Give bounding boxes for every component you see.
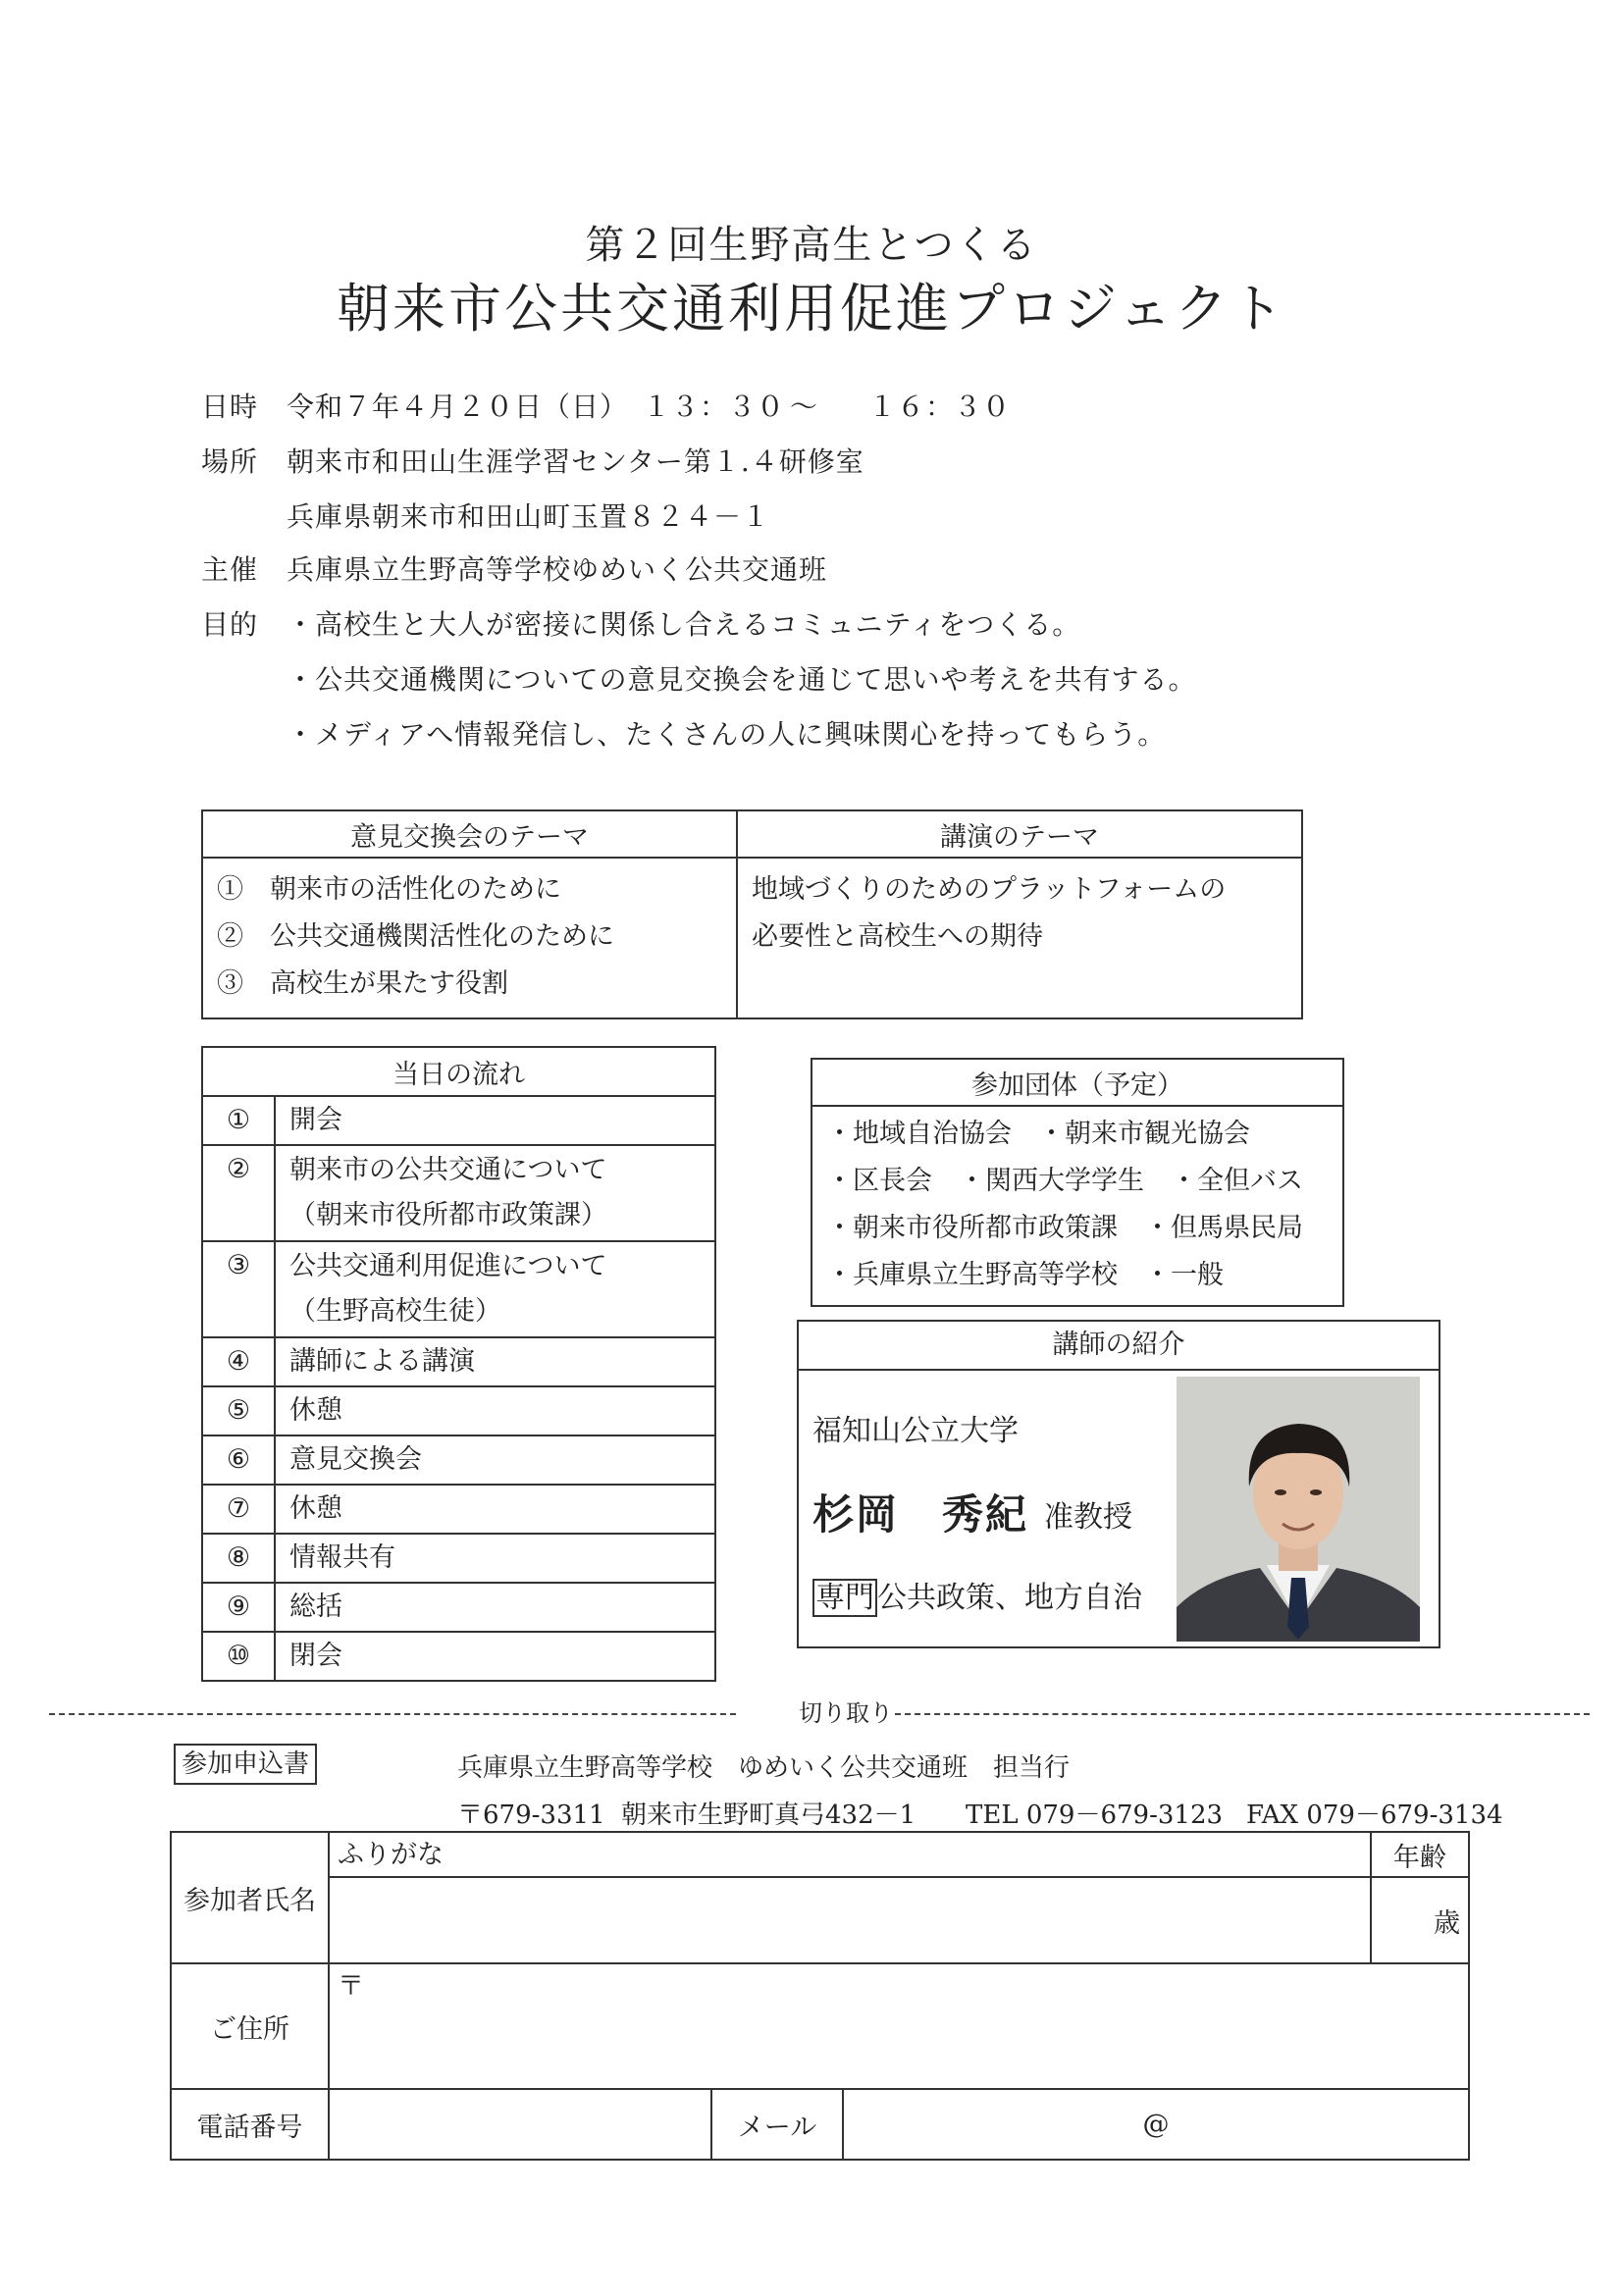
- schedule-num: ⑥: [202, 1435, 275, 1485]
- schedule-row: [202, 1337, 715, 1386]
- schedule-item: 開会: [275, 1096, 715, 1145]
- lecture-theme-line: 必要性と高校生への期待: [752, 921, 1043, 952]
- specialty-tag: 専門: [812, 1579, 877, 1617]
- schedule-item-line1: 朝来市の公共交通について: [289, 1155, 607, 1185]
- schedule-item: 講師による講演: [275, 1337, 715, 1386]
- schedule-table: [201, 1046, 716, 1682]
- date-label: 日時: [201, 391, 259, 423]
- form-zip: 〒679-3311: [457, 1800, 605, 1830]
- lecturer-header: 講師の紹介: [799, 1322, 1439, 1371]
- schedule-num: ③: [202, 1241, 275, 1337]
- purpose-item: ・メディアへ情報発信し、たくさんの人に興味関心を持ってもらう。: [287, 718, 1167, 751]
- schedule-row: [202, 1386, 715, 1435]
- furigana-field[interactable]: [329, 1832, 1371, 1877]
- lecture-theme-text: [737, 858, 1302, 1018]
- schedule-item: [275, 1241, 715, 1337]
- age-field[interactable]: [1371, 1877, 1469, 1963]
- name-field[interactable]: [329, 1877, 1371, 1963]
- email-field[interactable]: [843, 2089, 1469, 2160]
- schedule-item: 情報共有: [275, 1534, 715, 1583]
- schedule-num: ④: [202, 1337, 275, 1386]
- purpose-row-3: [0, 713, 1623, 753]
- lecturer-specialty-row: [812, 1573, 1142, 1616]
- themes-table: [201, 809, 1303, 1019]
- schedule-num: ⑩: [202, 1632, 275, 1681]
- schedule-num: ⑤: [202, 1386, 275, 1435]
- phone-field[interactable]: [329, 2089, 711, 2160]
- place-line2: 兵庫県朝来市和田山町玉置８２４－１: [287, 500, 771, 533]
- schedule-row: [202, 1485, 715, 1534]
- place-row: [0, 441, 1623, 480]
- form-fax: FAX 079－679-3134: [1246, 1800, 1503, 1830]
- address-field[interactable]: [329, 1963, 1469, 2089]
- cut-label: 切り取り: [799, 1699, 893, 1727]
- place-line1: 朝来市和田山生涯学習センター第１.４研修室: [287, 445, 864, 478]
- age-unit: 歳: [1434, 1907, 1460, 1939]
- purpose-item: ・高校生と大人が密接に関係し合えるコミュニティをつくる。: [287, 608, 1081, 641]
- host-row: [0, 548, 1623, 588]
- participants-line: ・区長会 ・関西大学学生 ・全但バス: [826, 1166, 1303, 1196]
- at-mark: @: [1142, 2109, 1170, 2140]
- schedule-row: [202, 1096, 715, 1145]
- time-end: １６：３０: [868, 391, 1012, 423]
- schedule-item: [275, 1145, 715, 1241]
- time-separator: ～: [790, 391, 819, 423]
- lecturer-photo: [1177, 1377, 1420, 1642]
- dashed-line: [49, 1713, 736, 1715]
- schedule-num: ⑨: [202, 1583, 275, 1632]
- lecture-theme-line: 地域づくりのためのプラットフォームの: [752, 874, 1227, 905]
- purpose-row-2: [0, 658, 1623, 698]
- form-tel: TEL 079－679-3123: [966, 1800, 1224, 1830]
- purpose-label: 目的: [201, 608, 259, 641]
- participants-list: [812, 1106, 1343, 1306]
- lecturer-title: 准教授: [1044, 1500, 1132, 1535]
- schedule-item-line1: 公共交通利用促進について: [289, 1251, 607, 1281]
- discussion-theme-header: 意見交換会のテーマ: [202, 810, 737, 858]
- schedule-row: [202, 1145, 715, 1241]
- lecture-theme-header: 講演のテーマ: [737, 810, 1302, 858]
- date-row: [0, 386, 1623, 425]
- place-label: 場所: [201, 445, 259, 478]
- schedule-num: ⑦: [202, 1485, 275, 1534]
- schedule-num: ⑧: [202, 1534, 275, 1583]
- application-form: [170, 1831, 1470, 2161]
- participants-line: ・兵庫県立生野高等学校 ・一般: [826, 1260, 1224, 1290]
- schedule-item: 総括: [275, 1583, 715, 1632]
- discussion-theme-item: ③ 高校生が果たす役割: [217, 968, 508, 999]
- schedule-item: 閉会: [275, 1632, 715, 1681]
- discussion-theme-item: ① 朝来市の活性化のために: [217, 874, 561, 905]
- age-label: 年齢: [1371, 1832, 1469, 1877]
- schedule-row: [202, 1435, 715, 1485]
- phone-label: 電話番号: [171, 2089, 329, 2160]
- subtitle: 第２回生野高生とつくる: [585, 223, 1038, 268]
- schedule-row: [202, 1534, 715, 1583]
- schedule-header: 当日の流れ: [202, 1047, 715, 1096]
- discussion-theme-item: ② 公共交通機関活性化のために: [217, 921, 614, 952]
- lecturer-specialty: 公共政策、地方自治: [877, 1581, 1142, 1615]
- time-start: １３：３０: [643, 391, 786, 423]
- dashed-line: [895, 1713, 1590, 1715]
- participants-table: [811, 1058, 1344, 1307]
- participants-line: ・朝来市役所都市政策課 ・但馬県民局: [826, 1213, 1303, 1243]
- page-title: 朝来市公共交通利用促進プロジェクト: [337, 278, 1286, 339]
- date-value: 令和７年４月２０日（日）: [287, 391, 629, 423]
- participants-line: ・地域自治協会 ・朝来市観光協会: [826, 1119, 1250, 1149]
- schedule-item-line2: （生野高校生徒）: [289, 1296, 501, 1327]
- schedule-num: ②: [202, 1145, 275, 1241]
- schedule-row: [202, 1241, 715, 1337]
- application-form-heading: 参加申込書: [174, 1744, 317, 1785]
- purpose-row: [0, 603, 1623, 643]
- schedule-num: ①: [202, 1096, 275, 1145]
- schedule-row: [202, 1632, 715, 1681]
- schedule-item: 休憩: [275, 1386, 715, 1435]
- postal-mark: 〒: [338, 1971, 364, 2002]
- schedule-item-line2: （朝来市役所都市政策課）: [289, 1200, 607, 1230]
- cut-line: [49, 1694, 1590, 1733]
- lecturer-affiliation: 福知山公立大学: [812, 1414, 1019, 1448]
- purpose-item: ・公共交通機関についての意見交換会を通じて思いや考えを共有する。: [287, 663, 1197, 696]
- place-row-2: [0, 496, 1623, 535]
- schedule-item: 意見交換会: [275, 1435, 715, 1485]
- address-label: ご住所: [171, 1963, 329, 2089]
- schedule-row: [202, 1583, 715, 1632]
- furigana-label: ふりがな: [338, 1840, 444, 1870]
- participants-header: 参加団体（予定）: [812, 1059, 1343, 1106]
- form-address: 朝来市生野町真弓432－1: [621, 1800, 916, 1830]
- portrait-image: [1177, 1377, 1420, 1642]
- lecturer-name: 杉岡 秀紀: [812, 1490, 1029, 1539]
- discussion-theme-list: [202, 858, 737, 1018]
- schedule-item: 休憩: [275, 1485, 715, 1534]
- form-school-line: 兵庫県立生野高等学校 ゆめいく公共交通班 担当行: [457, 1753, 1071, 1783]
- name-label: 参加者氏名: [171, 1832, 329, 1963]
- mail-label: メール: [711, 2089, 843, 2160]
- host-value: 兵庫県立生野高等学校ゆめいく公共交通班: [287, 553, 828, 586]
- host-label: 主催: [201, 553, 259, 586]
- lecturer-box: [797, 1320, 1440, 1648]
